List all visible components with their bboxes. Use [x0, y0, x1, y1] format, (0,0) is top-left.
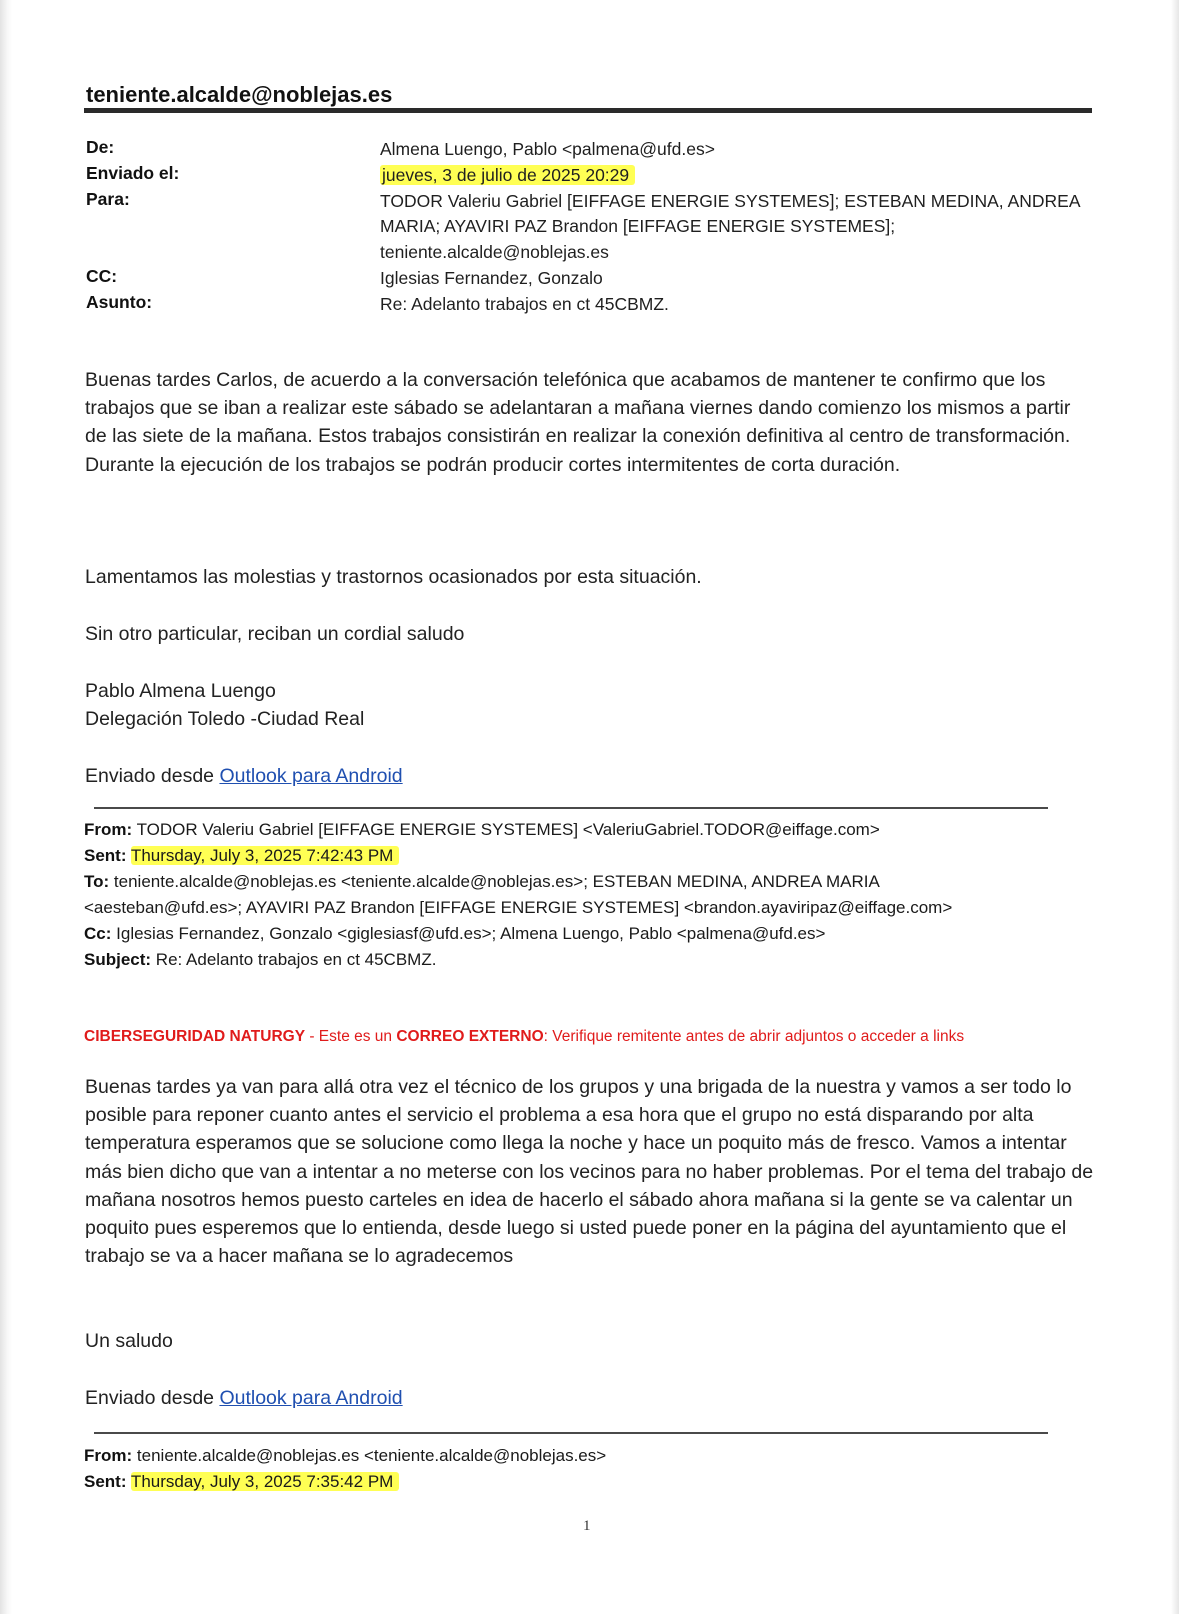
fwd1-subject	[84, 947, 1084, 973]
fwd2-sent-value	[131, 1472, 399, 1491]
label-cc: CC:	[86, 266, 118, 286]
warning-text-a: - Este es un	[305, 1028, 397, 1045]
fwd1-sent-value	[131, 846, 399, 865]
mailbox-title: teniente.alcalde@noblejas.es	[86, 82, 393, 107]
fwd1-cc-value: Iglesias Fernandez, Gonzalo <giglesiasf@ufd.es>; Almena Luengo, Pablo <palmena@ufd.es>	[116, 924, 826, 943]
header-from-value: Almena Luengo, Pablo <palmena@ufd.es>	[380, 139, 715, 159]
fwd1-subject-value: Re: Adelanto trabajos en ct 45CBMZ.	[155, 950, 437, 969]
fwd2-from-value: teniente.alcalde@noblejas.es <teniente.alcalde@noblejas.es>	[136, 1446, 607, 1465]
forward-divider-2	[94, 1432, 1048, 1434]
fwd2-from-label: From:	[84, 1446, 133, 1465]
fwd1-cc	[84, 921, 1084, 947]
fwd1-sent-rest: hursday, July 3, 2025 7:42:43 PM	[141, 846, 394, 865]
fwd1-sent-first: T	[130, 846, 142, 865]
header-divider	[84, 108, 1092, 113]
outlook-link-1[interactable]: Outlook para Android	[219, 765, 403, 787]
sent-from-prefix: Enviado desde	[85, 765, 220, 787]
header-to-line-1: TODOR Valeriu Gabriel [EIFFAGE ENERGIE SYSTEMES]; ESTEBAN MEDINA, ANDREA	[380, 191, 1081, 211]
label-subject: Asunto:	[86, 292, 153, 312]
fwd2-sent-label: Sent:	[84, 1472, 127, 1491]
signature-office: Delegación Toledo -Ciudad Real	[85, 708, 365, 730]
fwd2-from	[84, 1443, 1084, 1469]
fwd1-to-1	[84, 869, 1084, 895]
external-mail-warning	[84, 1028, 964, 1046]
fwd1-to-value-1: teniente.alcalde@noblejas.es <teniente.alcalde@noblejas.es>; ESTEBAN MEDINA, ANDREA MARIA	[113, 872, 880, 891]
header-subject-value: Re: Adelanto trabajos en ct 45CBMZ.	[380, 294, 669, 314]
label-sent: Enviado el:	[86, 163, 180, 183]
label-from: De:	[86, 137, 115, 157]
fwd1-to-label: To:	[84, 872, 110, 891]
scan-edge-right	[1171, 0, 1179, 1614]
sent-from-line-2	[85, 1384, 1095, 1412]
header-sent-value	[380, 163, 1100, 189]
message1-body: Buenas tardes Carlos, de acuerdo a la conversación telefónica que acabamos de mantener te confirmo que los trabajos que se iban a realizar este sábado se adelantaran a mañana viernes dando comienzo los mismos a partir de las siete de la mañana. Estos trabajos consistirán en realizar la conexión definitiva al centro de transformación. Durante la ejecución de los trabajos se podrán producir cortes intermitentes de corta duración.	[85, 369, 1071, 476]
label-to: Para:	[86, 189, 130, 209]
sent-from-line-1	[85, 762, 1095, 790]
fwd2-sent	[84, 1469, 1084, 1495]
fwd1-to-2: <aesteban@ufd.es>; AYAVIRI PAZ Brandon [EIFFAGE ENERGIE SYSTEMES] <brandon.ayaviripaz@eiffage.com>	[84, 898, 953, 917]
header-cc-value: Iglesias Fernandez, Gonzalo	[380, 268, 603, 288]
scan-edge-left	[0, 0, 12, 1614]
fwd1-subject-label: Subject:	[84, 950, 152, 969]
fwd2-sent-first: T	[130, 1472, 142, 1491]
header-to-line-2: MARIA; AYAVIRI PAZ Brandon [EIFFAGE ENERGIE SYSTEMES];	[380, 216, 896, 236]
message1-apology: Lamentamos las molestias y trastornos ocasionados por esta situación.	[85, 566, 702, 588]
message2-greeting: Un saludo	[85, 1330, 173, 1352]
outlook-link-2[interactable]: Outlook para Android	[219, 1387, 403, 1409]
warning-text-b: : Verifique remitente antes de abrir adjuntos o acceder a links	[543, 1028, 965, 1045]
highlighted-date: jueves, 3 de julio de 2025 20:29	[380, 165, 635, 185]
fwd1-cc-label: Cc:	[84, 924, 112, 943]
fwd1-sent-label: Sent:	[84, 846, 127, 865]
signature-name: Pablo Almena Luengo	[85, 680, 276, 702]
warning-external: CORREO EXTERNO	[396, 1028, 544, 1045]
fwd1-sent	[84, 843, 1084, 869]
header-to-line-3: teniente.alcalde@noblejas.es	[380, 242, 609, 262]
message2-body: Buenas tardes ya van para allá otra vez el técnico de los grupos y una brigada de la nuestra y vamos a ser todo lo posible para reponer cuanto antes el servicio el problema a esa hora que el grupo no está disparando por alta temperatura esperamos que se solucione como llega la noche y hace un poquito más de fresco. Vamos a intentar más bien dicho que van a intentar a no meterse con los vecinos para no haber problemas. Por el tema del trabajo de mañana nosotros hemos puesto carteles en idea de hacerlo el sábado ahora mañana si la gente se va calentar un poquito pues esperemos que lo entienda, desde luego si usted puede poner en la página del ayuntamiento que el trabajo se va a hacer mañana se lo agradecemos	[85, 1076, 1094, 1268]
fwd1-from	[84, 817, 1084, 843]
page-number: 1	[583, 1518, 591, 1534]
fwd2-sent-rest: hursday, July 3, 2025 7:35:42 PM	[141, 1472, 394, 1491]
warning-brand: CIBERSEGURIDAD NATURGY	[84, 1028, 306, 1045]
forward-divider-1	[94, 807, 1048, 809]
message1-closing: Sin otro particular, reciban un cordial saludo	[85, 623, 465, 645]
sent-from-prefix-2: Enviado desde	[85, 1387, 220, 1409]
fwd1-from-label: From:	[84, 820, 133, 839]
fwd1-from-value: TODOR Valeriu Gabriel [EIFFAGE ENERGIE SYSTEMES] <ValeriuGabriel.TODOR@eiffage.com>	[136, 820, 880, 839]
